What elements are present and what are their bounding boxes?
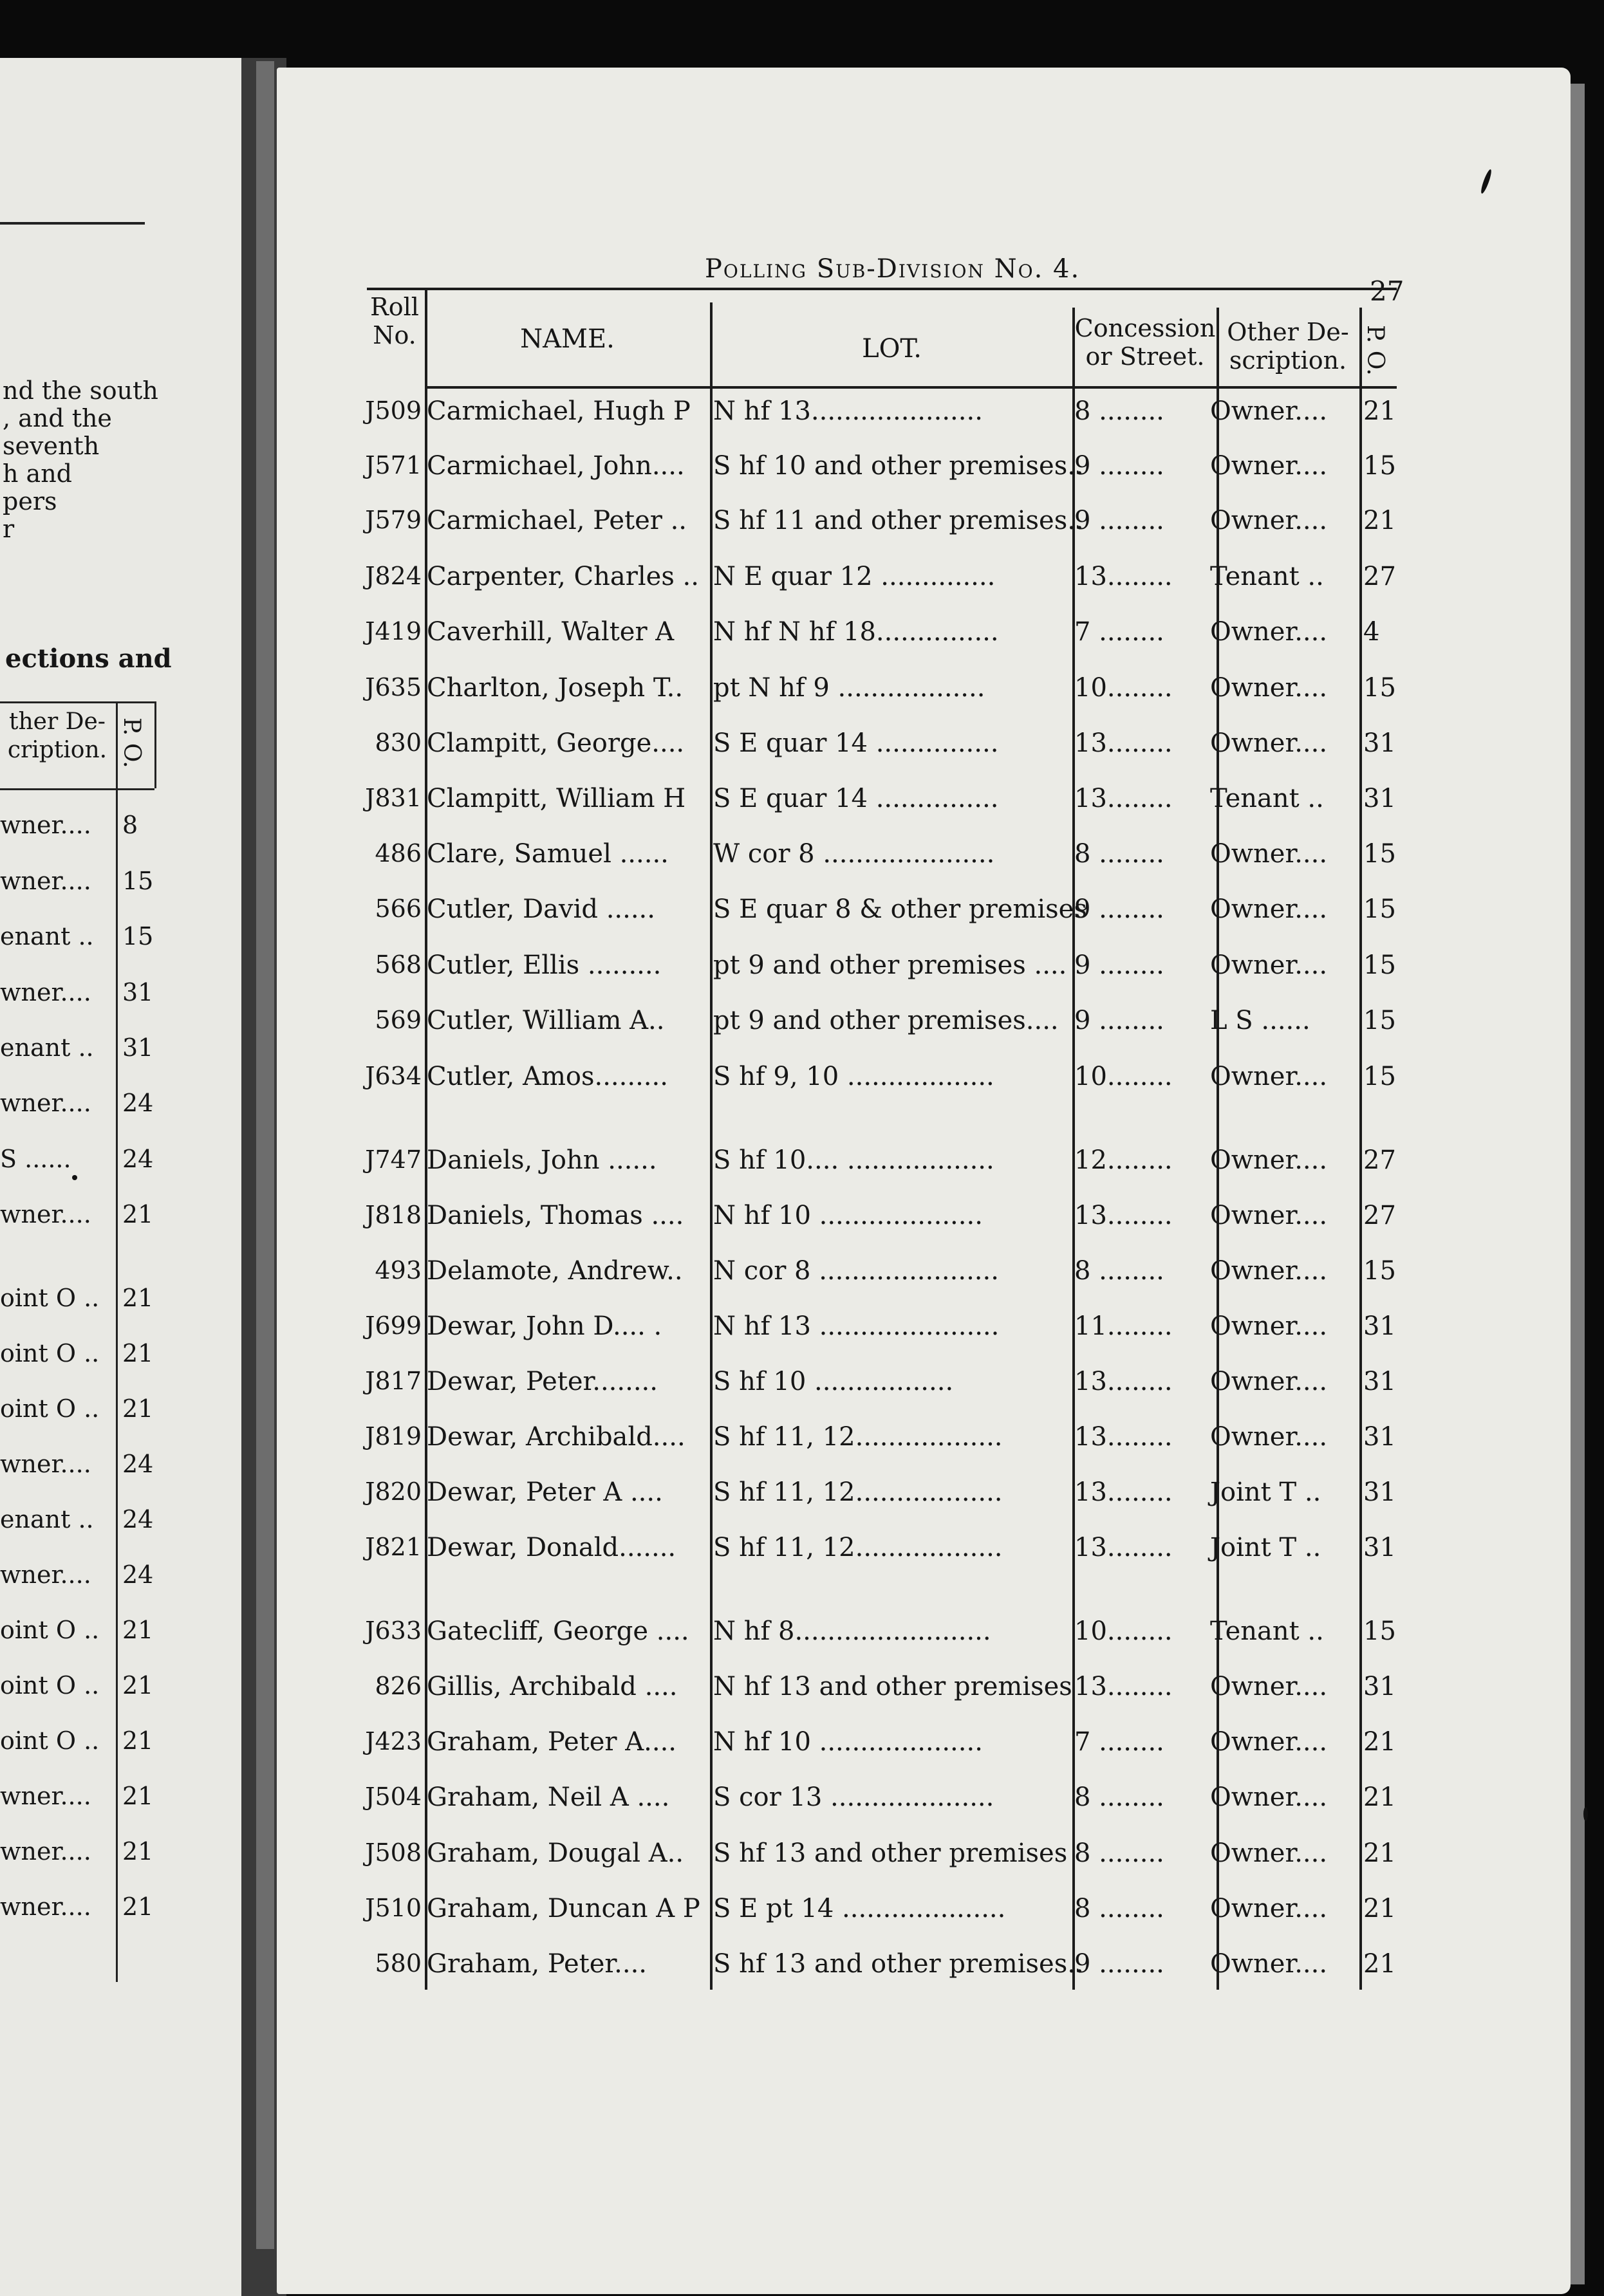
cell-roll: J510 xyxy=(365,1894,422,1922)
cell-po: 31 xyxy=(1363,1672,1396,1701)
cell-name: Delamote, Andrew.. xyxy=(427,1256,683,1286)
cell-desc: Tenant .. xyxy=(1210,562,1324,591)
cell-lot: pt 9 and other premises .... xyxy=(713,950,1067,980)
left-header-description: ther De- cription. xyxy=(7,708,107,763)
left-cell-po: 8 xyxy=(122,811,138,839)
cell-con: 13........ xyxy=(1074,1367,1173,1396)
left-cell-po: 24 xyxy=(122,1145,154,1173)
cell-lot: N hf 13 ...................... xyxy=(713,1311,1000,1341)
cell-name: Dewar, Donald....... xyxy=(427,1533,676,1562)
cell-po: 15 xyxy=(1363,1616,1396,1646)
cell-desc: Owner.... xyxy=(1210,839,1328,869)
left-table-row xyxy=(0,922,154,961)
left-table-row xyxy=(0,1145,154,1183)
cell-desc: Owner.... xyxy=(1210,1672,1328,1701)
left-table-row xyxy=(0,1089,154,1127)
left-cell-po: 24 xyxy=(122,1505,154,1533)
cell-desc: Owner.... xyxy=(1210,1838,1328,1868)
left-cell-po: 21 xyxy=(122,1394,154,1423)
cell-desc: Owner.... xyxy=(1210,1782,1328,1812)
table-row xyxy=(360,673,1396,725)
cell-po: 31 xyxy=(1363,1477,1396,1507)
cell-con: 13........ xyxy=(1074,1201,1173,1230)
cell-desc: Owner.... xyxy=(1210,1201,1328,1230)
cell-po: 31 xyxy=(1363,784,1396,813)
cell-con: 13........ xyxy=(1074,1477,1173,1507)
cell-roll: 569 xyxy=(375,1006,422,1034)
table-row xyxy=(360,1727,1396,1779)
cell-con: 8 ........ xyxy=(1074,1838,1164,1868)
left-cell-description: wner.... xyxy=(0,1893,91,1921)
table-row xyxy=(360,1894,1396,1945)
table-row xyxy=(360,839,1396,891)
table-top-rule xyxy=(367,288,1397,290)
table-row xyxy=(360,1311,1396,1363)
cell-con: 9 ........ xyxy=(1074,1006,1164,1035)
table-row xyxy=(360,617,1390,669)
cell-name: Cutler, Amos......... xyxy=(427,1062,668,1091)
running-head: Polling Sub-Division No. 4. xyxy=(705,254,1081,284)
cell-roll: 493 xyxy=(375,1256,422,1284)
cell-name: Dewar, Peter........ xyxy=(427,1367,658,1396)
cell-desc: Owner.... xyxy=(1210,894,1328,924)
cell-roll: J634 xyxy=(365,1062,422,1090)
cell-name: Daniels, John ...... xyxy=(427,1145,657,1175)
table-row xyxy=(360,1672,1396,1723)
left-cell-description: enant .. xyxy=(0,1505,94,1533)
cell-lot: S hf 13 and other premises xyxy=(713,1838,1068,1868)
cell-lot: S hf 11, 12.................. xyxy=(713,1533,1003,1562)
cell-roll: J504 xyxy=(365,1782,422,1811)
cell-desc: Owner.... xyxy=(1210,1256,1328,1286)
cell-lot: N hf 13..................... xyxy=(713,396,983,426)
cell-lot: pt 9 and other premises.... xyxy=(713,1006,1059,1035)
left-table-row xyxy=(0,1394,154,1433)
left-table-row xyxy=(0,1200,154,1239)
table-row xyxy=(360,728,1396,780)
left-cell-po: 15 xyxy=(122,867,154,895)
cell-con: 10........ xyxy=(1074,1616,1173,1646)
left-cell-description: enant .. xyxy=(0,1033,94,1062)
left-table-row xyxy=(0,1837,154,1876)
cell-lot: N cor 8 ...................... xyxy=(713,1256,999,1286)
cell-roll: 566 xyxy=(375,894,422,923)
cell-roll: 486 xyxy=(375,839,422,867)
cell-po: 21 xyxy=(1363,1782,1396,1812)
cell-po: 15 xyxy=(1363,950,1396,980)
cell-roll: J747 xyxy=(365,1145,422,1174)
cell-lot: S hf 11 and other premises.. xyxy=(713,506,1084,535)
cell-name: Dewar, Archibald.... xyxy=(427,1422,685,1452)
cell-name: Dewar, Peter A .... xyxy=(427,1477,663,1507)
cell-lot: N hf 8........................ xyxy=(713,1616,991,1646)
cell-lot: N hf 13 and other premises xyxy=(713,1672,1072,1701)
table-row xyxy=(360,1006,1396,1057)
cell-name: Caverhill, Walter A xyxy=(427,617,675,647)
cell-lot: S E pt 14 .................... xyxy=(713,1894,1006,1923)
table-row xyxy=(360,562,1396,613)
cell-name: Gatecliff, George .... xyxy=(427,1616,689,1646)
cell-con: 8 ........ xyxy=(1074,396,1164,426)
cell-roll: J419 xyxy=(365,617,422,645)
cell-roll: 830 xyxy=(375,728,422,757)
left-cell-po: 31 xyxy=(122,1033,154,1062)
cell-desc: Owner.... xyxy=(1210,673,1328,703)
table-row xyxy=(360,1062,1396,1113)
left-table-row xyxy=(0,1033,154,1072)
cell-roll: 580 xyxy=(375,1949,422,1977)
table-row xyxy=(360,1422,1396,1474)
cell-con: 9 ........ xyxy=(1074,506,1164,535)
cell-po: 31 xyxy=(1363,1533,1396,1562)
cell-po: 27 xyxy=(1363,562,1396,591)
cell-name: Graham, Peter A.... xyxy=(427,1727,677,1757)
cell-name: Clare, Samuel ...... xyxy=(427,839,669,869)
cell-con: 10........ xyxy=(1074,1062,1173,1091)
cell-name: Gillis, Archibald .... xyxy=(427,1672,678,1701)
left-cell-description: wner.... xyxy=(0,1200,91,1228)
cell-desc: Owner.... xyxy=(1210,506,1328,535)
cell-name: Carmichael, Peter .. xyxy=(427,506,687,535)
cell-po: 21 xyxy=(1363,1727,1396,1757)
cell-lot: S E quar 8 & other premises xyxy=(713,894,1087,924)
cell-po: 31 xyxy=(1363,728,1396,758)
left-cell-description: oint O .. xyxy=(0,1339,100,1367)
cell-name: Graham, Dougal A.. xyxy=(427,1838,684,1868)
cell-lot: S E quar 14 ............... xyxy=(713,784,999,813)
cell-desc: Owner.... xyxy=(1210,1367,1328,1396)
left-table-header-rule xyxy=(0,788,154,790)
table-row xyxy=(360,396,1396,448)
cell-po: 4 xyxy=(1363,617,1380,647)
cell-lot: S hf 11, 12.................. xyxy=(713,1477,1003,1507)
left-cell-po: 21 xyxy=(122,1727,154,1755)
table-row xyxy=(360,950,1396,1002)
cell-con: 8 ........ xyxy=(1074,839,1164,869)
cell-lot: S hf 10 and other premises.. xyxy=(713,451,1084,481)
cell-lot: S hf 11, 12.................. xyxy=(713,1422,1003,1452)
left-cell-description: oint O .. xyxy=(0,1671,100,1699)
cell-desc: Owner.... xyxy=(1210,1145,1328,1175)
cell-con: 8 ........ xyxy=(1074,1894,1164,1923)
cell-lot: S E quar 14 ............... xyxy=(713,728,999,758)
cell-con: 13........ xyxy=(1074,562,1173,591)
left-cell-description: oint O .. xyxy=(0,1394,100,1423)
table-row xyxy=(360,1201,1396,1252)
left-cell-description: wner.... xyxy=(0,978,91,1006)
cell-con: 13........ xyxy=(1074,1672,1173,1701)
ink-speck xyxy=(72,1175,77,1180)
cell-roll: J508 xyxy=(365,1838,422,1867)
cell-name: Graham, Peter.... xyxy=(427,1949,648,1979)
table-header-rule xyxy=(425,386,1397,389)
left-cell-description: enant .. xyxy=(0,922,94,950)
left-table-row xyxy=(0,1284,154,1322)
cell-po: 31 xyxy=(1363,1311,1396,1341)
left-page-rule xyxy=(0,222,145,225)
cell-po: 21 xyxy=(1363,396,1396,426)
page-edge-shadow xyxy=(1571,84,1585,2284)
left-column-divider xyxy=(154,701,156,788)
cell-roll: J819 xyxy=(365,1422,422,1450)
left-cell-description: wner.... xyxy=(0,1837,91,1866)
cell-con: 13........ xyxy=(1074,728,1173,758)
left-table-row xyxy=(0,1339,154,1378)
left-intro-line: h and xyxy=(3,459,73,488)
header-other-description: Other De- scription. xyxy=(1227,318,1349,375)
cell-desc: Owner.... xyxy=(1210,451,1328,481)
cell-po: 31 xyxy=(1363,1367,1396,1396)
left-header-po: P. O. xyxy=(118,718,145,768)
cell-po: 15 xyxy=(1363,894,1396,924)
ink-speck xyxy=(1583,1807,1588,1821)
cell-lot: N hf N hf 18............... xyxy=(713,617,999,647)
left-cell-description: wner.... xyxy=(0,1089,91,1117)
cell-po: 15 xyxy=(1363,451,1396,481)
left-table-row xyxy=(0,1727,154,1765)
cell-con: 9 ........ xyxy=(1074,894,1164,924)
cell-roll: 826 xyxy=(375,1672,422,1700)
cell-roll: J831 xyxy=(365,784,422,812)
header-po: P. O. xyxy=(1362,325,1388,376)
page-number: 27 xyxy=(1370,275,1404,307)
left-cell-po: 24 xyxy=(122,1450,154,1478)
binding-shadow xyxy=(256,61,274,2249)
left-cell-description: S ...... xyxy=(0,1145,71,1173)
left-table-row xyxy=(0,811,154,849)
left-cell-po: 21 xyxy=(122,1837,154,1866)
cell-po: 27 xyxy=(1363,1145,1396,1175)
left-table-row xyxy=(0,1893,154,1931)
left-cell-po: 24 xyxy=(122,1089,154,1117)
left-cell-description: oint O .. xyxy=(0,1616,100,1644)
cell-po: 15 xyxy=(1363,1062,1396,1091)
cell-name: Carpenter, Charles .. xyxy=(427,562,699,591)
cell-roll: J699 xyxy=(365,1311,422,1340)
left-table-row xyxy=(0,1505,154,1544)
cell-lot: pt N hf 9 .................. xyxy=(713,673,985,703)
cell-desc: Joint T .. xyxy=(1210,1477,1321,1507)
cell-roll: 568 xyxy=(375,950,422,979)
table-row xyxy=(360,1838,1396,1890)
cell-lot: W cor 8 ..................... xyxy=(713,839,995,869)
cell-roll: J635 xyxy=(365,673,422,701)
table-row xyxy=(360,506,1396,557)
cell-po: 21 xyxy=(1363,506,1396,535)
cell-name: Cutler, David ...... xyxy=(427,894,655,924)
table-row xyxy=(360,1616,1396,1668)
cell-desc: Owner.... xyxy=(1210,396,1328,426)
left-cell-po: 24 xyxy=(122,1560,154,1589)
cell-con: 7 ........ xyxy=(1074,1727,1164,1757)
cell-desc: Owner.... xyxy=(1210,950,1328,980)
cell-lot: N hf 10 .................... xyxy=(713,1201,983,1230)
left-intro-line: pers xyxy=(3,487,57,515)
cell-con: 13........ xyxy=(1074,1422,1173,1452)
left-cell-po: 21 xyxy=(122,1671,154,1699)
left-cell-description: wner.... xyxy=(0,1782,91,1810)
cell-lot: S hf 9, 10 .................. xyxy=(713,1062,994,1091)
table-row xyxy=(360,451,1396,503)
cell-lot: S hf 10 ................. xyxy=(713,1367,954,1396)
cell-desc: Owner.... xyxy=(1210,1727,1328,1757)
cell-po: 15 xyxy=(1363,673,1396,703)
left-intro-line: nd the south xyxy=(3,376,158,405)
left-section-heading: ections and xyxy=(5,643,172,674)
cell-roll: J579 xyxy=(365,506,422,534)
cell-roll: J509 xyxy=(365,396,422,425)
left-cell-description: wner.... xyxy=(0,811,91,839)
left-cell-po: 21 xyxy=(122,1616,154,1644)
cell-roll: J824 xyxy=(365,562,422,590)
cell-name: Carmichael, Hugh P xyxy=(427,396,691,426)
cell-desc: L S ...... xyxy=(1210,1006,1310,1035)
left-intro-line: seventh xyxy=(3,432,100,460)
cell-po: 21 xyxy=(1363,1949,1396,1979)
left-table-row xyxy=(0,1671,154,1710)
cell-desc: Tenant .. xyxy=(1210,1616,1324,1646)
cell-desc: Owner.... xyxy=(1210,617,1328,647)
cell-roll: J820 xyxy=(365,1477,422,1506)
left-table-top-rule xyxy=(0,701,154,703)
table-row xyxy=(360,1367,1396,1418)
cell-lot: N E quar 12 .............. xyxy=(713,562,996,591)
cell-roll: J817 xyxy=(365,1367,422,1395)
table-row xyxy=(360,894,1396,946)
left-table-row xyxy=(0,1450,154,1488)
left-cell-description: wner.... xyxy=(0,867,91,895)
table-row xyxy=(360,1533,1396,1584)
cell-con: 13........ xyxy=(1074,784,1173,813)
cell-name: Dewar, John D.... . xyxy=(427,1311,662,1341)
cell-con: 8 ........ xyxy=(1074,1256,1164,1286)
cell-name: Carmichael, John.... xyxy=(427,451,685,481)
cell-roll: J571 xyxy=(365,451,422,479)
cell-desc: Owner.... xyxy=(1210,728,1328,758)
cell-con: 12........ xyxy=(1074,1145,1173,1175)
cell-lot: S hf 13 and other premises.. xyxy=(713,1949,1084,1979)
cell-name: Graham, Duncan A P xyxy=(427,1894,700,1923)
cell-name: Clampitt, George.... xyxy=(427,728,685,758)
left-cell-po: 21 xyxy=(122,1782,154,1810)
cell-name: Clampitt, William H xyxy=(427,784,686,813)
cell-desc: Owner.... xyxy=(1210,1949,1328,1979)
cell-name: Cutler, Ellis ......... xyxy=(427,950,662,980)
cell-desc: Joint T .. xyxy=(1210,1533,1321,1562)
cell-name: Graham, Neil A .... xyxy=(427,1782,670,1812)
cell-po: 15 xyxy=(1363,1256,1396,1286)
cell-con: 13........ xyxy=(1074,1533,1173,1562)
cell-con: 9 ........ xyxy=(1074,451,1164,481)
cell-desc: Owner.... xyxy=(1210,1894,1328,1923)
left-table-row xyxy=(0,867,154,905)
cell-roll: J633 xyxy=(365,1616,422,1645)
cell-desc: Tenant .. xyxy=(1210,784,1324,813)
cell-po: 27 xyxy=(1363,1201,1396,1230)
cell-con: 10........ xyxy=(1074,673,1173,703)
table-row xyxy=(360,1145,1396,1197)
table-row xyxy=(360,784,1396,835)
header-lot: LOT. xyxy=(862,334,922,364)
cell-po: 21 xyxy=(1363,1838,1396,1868)
table-row xyxy=(360,1949,1396,2001)
cell-desc: Owner.... xyxy=(1210,1311,1328,1341)
cell-po: 15 xyxy=(1363,1006,1396,1035)
left-intro-line: , and the xyxy=(3,404,112,432)
cell-name: Daniels, Thomas .... xyxy=(427,1201,684,1230)
table-row xyxy=(360,1782,1396,1834)
cell-name: Charlton, Joseph T.. xyxy=(427,673,684,703)
cell-roll: J818 xyxy=(365,1201,422,1229)
left-table-row xyxy=(0,978,154,1017)
header-roll-no: Roll No. xyxy=(370,293,419,349)
cell-po: 15 xyxy=(1363,839,1396,869)
cell-lot: N hf 10 .................... xyxy=(713,1727,983,1757)
left-cell-po: 21 xyxy=(122,1339,154,1367)
left-table-row xyxy=(0,1616,154,1654)
table-row xyxy=(360,1477,1396,1529)
left-facing-page xyxy=(0,58,241,2296)
left-table-row xyxy=(0,1560,154,1599)
cell-roll: J423 xyxy=(365,1727,422,1755)
left-cell-po: 31 xyxy=(122,978,154,1006)
cell-con: 8 ........ xyxy=(1074,1782,1164,1812)
left-cell-description: oint O .. xyxy=(0,1284,100,1312)
cell-con: 7 ........ xyxy=(1074,617,1164,647)
left-cell-po: 21 xyxy=(122,1200,154,1228)
cell-lot: S cor 13 .................... xyxy=(713,1782,994,1812)
left-cell-po: 21 xyxy=(122,1893,154,1921)
header-name: NAME. xyxy=(520,324,615,354)
cell-desc: Owner.... xyxy=(1210,1422,1328,1452)
left-cell-po: 15 xyxy=(122,922,154,950)
cell-con: 9 ........ xyxy=(1074,1949,1164,1979)
cell-con: 9 ........ xyxy=(1074,950,1164,980)
cell-po: 31 xyxy=(1363,1422,1396,1452)
cell-name: Cutler, William A.. xyxy=(427,1006,665,1035)
cell-lot: S hf 10.... .................. xyxy=(713,1145,994,1175)
left-cell-description: wner.... xyxy=(0,1560,91,1589)
left-intro-line: r xyxy=(3,515,15,543)
header-concession: Concession or Street. xyxy=(1074,314,1216,371)
cell-po: 21 xyxy=(1363,1894,1396,1923)
cell-con: 11........ xyxy=(1074,1311,1173,1341)
left-cell-description: wner.... xyxy=(0,1450,91,1478)
cell-desc: Owner.... xyxy=(1210,1062,1328,1091)
table-row xyxy=(360,1256,1396,1308)
left-cell-po: 21 xyxy=(122,1284,154,1312)
left-table-row xyxy=(0,1782,154,1820)
cell-roll: J821 xyxy=(365,1533,422,1561)
left-cell-description: oint O .. xyxy=(0,1727,100,1755)
